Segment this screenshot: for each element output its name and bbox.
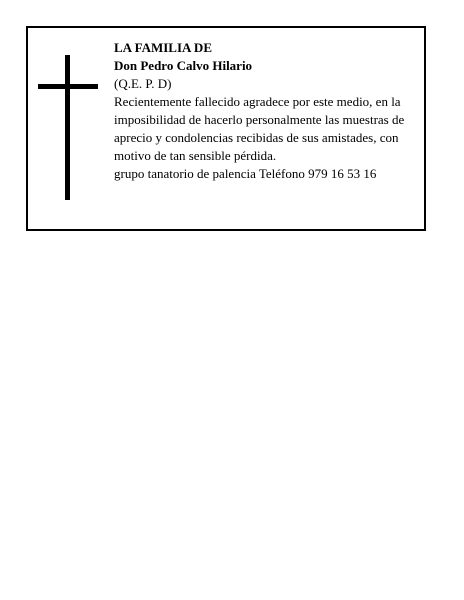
obituary-notice [26,26,426,231]
cross-horizontal-bar [38,84,98,89]
notice-text [114,39,422,183]
notice-heading: LA FAMILIA DE [114,40,212,55]
notice-footer: grupo tanatorio de palencia Teléfono 979 16 53 16 [114,166,377,181]
rip-abbreviation: (Q.E. P. D) [114,76,172,91]
deceased-name: Don Pedro Calvo Hilario [114,58,253,73]
notice-message: Recientemente fallecido agradece por este medio, en la imposibilidad de hacerlo personalmente las muestras de aprecio y condolencias recibidas de sus amistades, con motivo de tan sensible pérdida. [114,94,405,163]
cross-vertical-bar [65,55,70,200]
cross-icon [38,55,98,200]
